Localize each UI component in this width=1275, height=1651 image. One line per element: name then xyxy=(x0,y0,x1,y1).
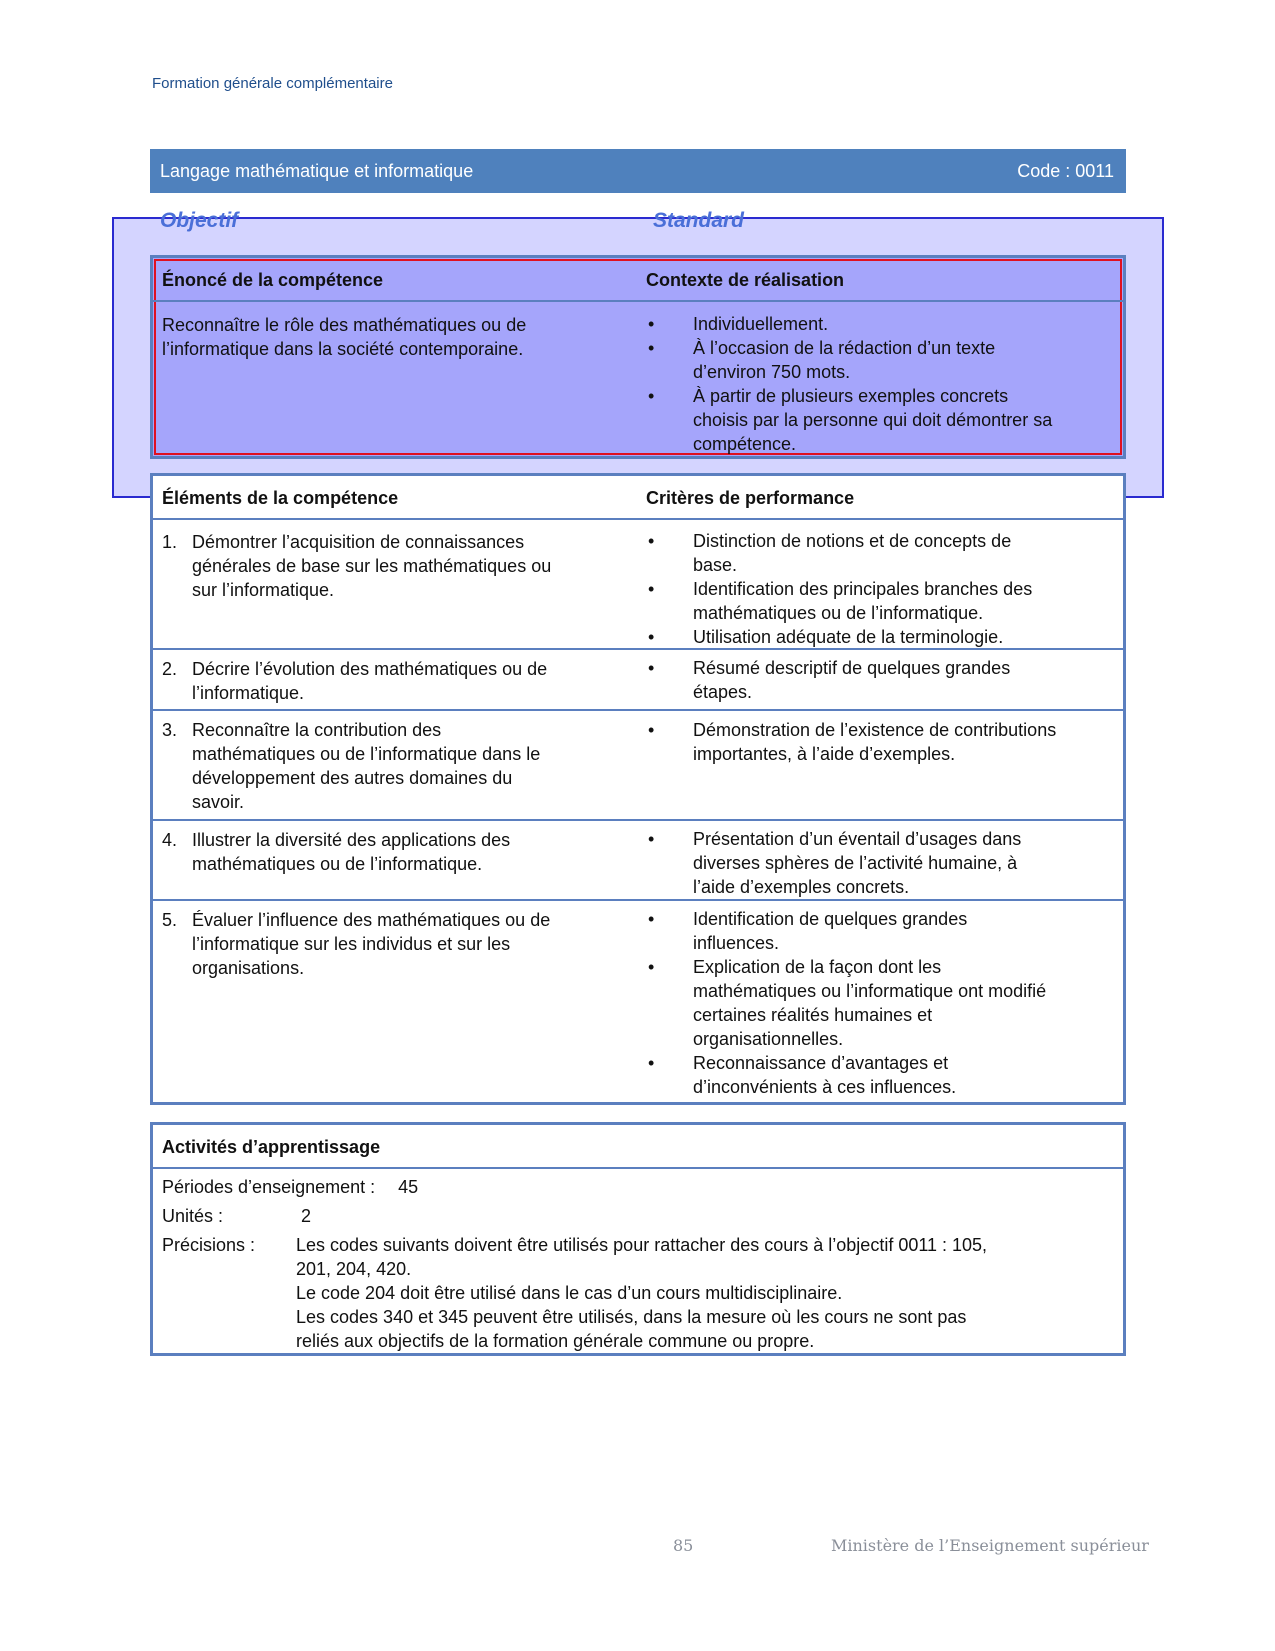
precisions-line: Les codes suivants doivent être utilisés pour rattacher des cours à l’objectif 0011 : 105, xyxy=(296,1235,988,1255)
elements-header-left: Éléments de la compétence xyxy=(162,488,399,508)
activities-header-label: Activités d’apprentissage xyxy=(162,1137,381,1157)
criterion-line: organisationnelles. xyxy=(693,1029,844,1049)
element-line: développement des autres domaines du xyxy=(192,768,513,788)
element-text xyxy=(162,718,602,814)
element-line: sur l’informatique. xyxy=(192,580,335,600)
precisions-line: Le code 204 doit être utilisé dans le cas d’un cours multidisciplinaire. xyxy=(296,1283,843,1303)
context-line: • À l’occasion de la rédaction d’un texte xyxy=(693,338,996,358)
criterion-line: base. xyxy=(693,555,738,575)
criterion xyxy=(646,955,1116,1051)
title-bar xyxy=(150,149,1126,193)
criteria-list xyxy=(646,827,1116,899)
criteria-list xyxy=(646,718,1116,766)
competence-statement xyxy=(162,313,602,361)
criterion-line: • Utilisation adéquate de la terminologie. xyxy=(693,627,1004,647)
competence-header xyxy=(153,258,1123,302)
context-line: • Individuellement. xyxy=(693,314,829,334)
competence-header-right: Contexte de réalisation xyxy=(646,270,845,290)
element-text xyxy=(162,828,602,876)
criterion-line: • Identification des principales branches des xyxy=(693,579,1033,599)
context-line: • À partir de plusieurs exemples concrets xyxy=(693,386,1009,406)
element-line: générales de base sur les mathématiques ou xyxy=(192,556,552,576)
element-number: 3. xyxy=(162,720,178,740)
criterion-line: certaines réalités humaines et xyxy=(693,1005,933,1025)
units-row xyxy=(162,1204,311,1228)
element-row-5 xyxy=(153,901,1123,1101)
course-code: Code : 0011 xyxy=(1017,160,1114,181)
precisions-line: 201, 204, 420. xyxy=(296,1259,412,1279)
element-line: l’informatique. xyxy=(192,683,305,703)
criterion-line: l’aide d’exemples concrets. xyxy=(693,877,910,897)
course-title: Langage mathématique et informatique xyxy=(160,160,474,181)
element-line: Évaluer l’influence des mathématiques ou de xyxy=(192,910,551,930)
units-value: 2 xyxy=(301,1206,312,1226)
criteria-list xyxy=(646,529,1116,649)
criterion xyxy=(646,625,1116,649)
ministry-footer: Ministère de l’Enseignement supérieur xyxy=(831,1536,1149,1555)
criterion-line: mathématiques ou l’informatique ont modifié xyxy=(693,981,1047,1001)
context-line: d’environ 750 mots. xyxy=(693,362,851,382)
element-line: Illustrer la diversité des applications des xyxy=(192,830,511,850)
element-text xyxy=(162,908,602,980)
standard-label: Standard xyxy=(653,209,745,232)
competence-box xyxy=(150,255,1126,459)
criteria-list xyxy=(646,656,1116,704)
periods-value: 45 xyxy=(398,1177,419,1197)
context-line: choisis par la personne qui doit démontrer sa xyxy=(693,410,1053,430)
criterion xyxy=(646,529,1116,577)
precisions-line: reliés aux objectifs de la formation générale commune ou propre. xyxy=(296,1331,815,1351)
precisions-line: Les codes 340 et 345 peuvent être utilisés, dans la mesure où les cours ne sont pas xyxy=(296,1307,967,1327)
elements-header-right: Critères de performance xyxy=(646,488,855,508)
criterion-line: étapes. xyxy=(693,682,753,702)
element-number: 1. xyxy=(162,532,178,552)
criterion-line: • Explication de la façon dont les xyxy=(693,957,942,977)
criterion-line: • Distinction de notions et de concepts de xyxy=(693,531,1012,551)
criterion-line: • Démonstration de l’existence de contributions xyxy=(693,720,1057,740)
section-labels xyxy=(160,209,1060,239)
elements-box xyxy=(150,473,1126,1105)
criterion xyxy=(646,907,1116,955)
criterion-line: • Présentation d’un éventail d’usages dans xyxy=(693,829,1022,849)
statement-line: l’informatique dans la société contemporaine. xyxy=(162,339,524,359)
context-line: compétence. xyxy=(693,434,797,454)
units-label: Unités : xyxy=(162,1206,224,1226)
activities-header xyxy=(153,1125,1123,1169)
element-number: 5. xyxy=(162,910,178,930)
element-line: l’informatique sur les individus et sur les xyxy=(192,934,511,954)
element-text xyxy=(162,530,602,602)
element-number: 2. xyxy=(162,659,178,679)
periods-row xyxy=(162,1175,418,1199)
criterion-line: d’inconvénients à ces influences. xyxy=(693,1077,957,1097)
element-row-2 xyxy=(153,650,1123,711)
periods-label: Périodes d’enseignement : xyxy=(162,1177,376,1197)
criterion xyxy=(646,1051,1116,1099)
element-number: 4. xyxy=(162,830,178,850)
criterion-line: importantes, à l’aide d’exemples. xyxy=(693,744,956,764)
precisions-label: Précisions : xyxy=(162,1235,256,1255)
elements-header xyxy=(153,476,1123,520)
criterion xyxy=(646,827,1116,899)
criterion-line: diverses sphères de l’activité humaine, à xyxy=(693,853,1018,873)
precisions-text xyxy=(296,1233,1112,1353)
running-head: Formation générale complémentaire xyxy=(152,75,393,92)
objective-label: Objectif xyxy=(160,209,239,232)
element-line: Démontrer l’acquisition de connaissances xyxy=(192,532,525,552)
element-line: mathématiques ou de l’informatique. xyxy=(192,854,483,874)
context-item xyxy=(646,384,1116,456)
competence-header-left: Énoncé de la compétence xyxy=(162,270,384,290)
element-row-4 xyxy=(153,821,1123,901)
criterion xyxy=(646,656,1116,704)
activities-box xyxy=(150,1122,1126,1356)
page-number: 85 xyxy=(673,1536,694,1555)
element-line: savoir. xyxy=(192,792,245,812)
element-line: Décrire l’évolution des mathématiques ou de xyxy=(192,659,548,679)
context-item xyxy=(646,336,1116,384)
element-line: Reconnaître la contribution des xyxy=(192,720,442,740)
context-item xyxy=(646,312,1116,336)
statement-line: Reconnaître le rôle des mathématiques ou de xyxy=(162,315,527,335)
context-list xyxy=(646,312,1116,456)
criterion-line: influences. xyxy=(693,933,780,953)
criterion-line: • Reconnaissance d’avantages et xyxy=(693,1053,949,1073)
criteria-list xyxy=(646,907,1116,1099)
precisions-row xyxy=(162,1233,1112,1353)
element-line: mathématiques ou de l’informatique dans le xyxy=(192,744,541,764)
criterion-line: • Identification de quelques grandes xyxy=(693,909,968,929)
element-row-1 xyxy=(153,520,1123,650)
element-row-3 xyxy=(153,711,1123,821)
criterion xyxy=(646,577,1116,625)
criterion-line: mathématiques ou de l’informatique. xyxy=(693,603,984,623)
element-text xyxy=(162,657,602,705)
criterion-line: • Résumé descriptif de quelques grandes xyxy=(693,658,1011,678)
criterion xyxy=(646,718,1116,766)
element-line: organisations. xyxy=(192,958,305,978)
